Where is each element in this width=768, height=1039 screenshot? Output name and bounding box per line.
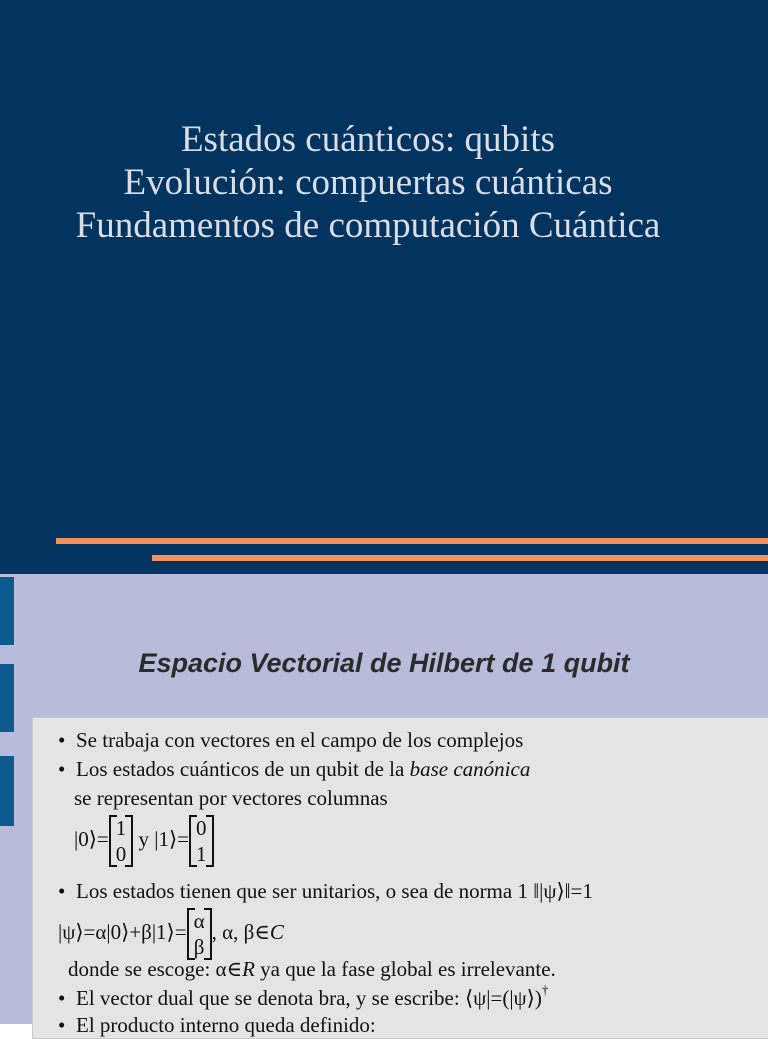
dagger-symbol: † [541, 982, 549, 997]
title-line-2: Evolución: compuertas cuánticas [123, 162, 613, 203]
vector-entry: α [193, 909, 205, 933]
bullet-icon: • [58, 728, 66, 752]
column-vector-one [189, 815, 214, 867]
bra-formula: ⟨ψ|=(|ψ⟩) [464, 986, 542, 1010]
bullet-icon: • [58, 879, 66, 903]
title-line-3: Fundamentos de computación Cuántica [75, 205, 661, 246]
slide-heading: Espacio Vectorial de Hilbert de 1 qubit [138, 648, 630, 678]
psi-expression: |ψ⟩=α|0⟩+β|1⟩= [58, 919, 187, 944]
decorative-line-upper [56, 538, 768, 544]
bullet-icon: • [58, 757, 66, 781]
decorative-line-lower [152, 555, 768, 561]
vector-entry: 0 [115, 842, 127, 866]
column-vector-zero [109, 815, 134, 867]
line-text: Se trabaja con vectores en el campo de los complejos [76, 728, 524, 752]
line-text: Los estados cuánticos de un qubit de la [76, 757, 405, 781]
side-bar-decoration [0, 577, 14, 645]
slide-title [0, 118, 736, 247]
content-box [32, 717, 768, 1039]
basis-vectors-formula [74, 815, 214, 867]
vector-entry: 1 [115, 816, 127, 840]
title-line-1: Estados cuánticos: qubits [180, 119, 556, 160]
bullet-line [58, 1013, 376, 1038]
line-text: donde se escoge: α∈ [68, 957, 243, 981]
vector-entry: 1 [196, 842, 207, 866]
norm-formula: ‖|ψ⟩‖=1 [533, 879, 593, 903]
line-text: El vector dual que se denota bra, y se escribe: [76, 986, 460, 1010]
bullet-line [58, 757, 530, 782]
bullet-icon: • [58, 986, 66, 1010]
line-text: El producto interno queda definido: [76, 1013, 376, 1037]
line-text: ya que la fase global es irrelevante. [260, 957, 556, 981]
line-text: Los estados tienen que ser unitarios, o sea de norma 1 [76, 879, 528, 903]
ket-one: y |1⟩= [138, 826, 189, 851]
column-vector-psi [187, 908, 212, 960]
vector-entry: 0 [196, 816, 207, 840]
bullet-line [58, 879, 593, 904]
bullet-icon: • [58, 1013, 66, 1037]
text-line [68, 957, 556, 982]
side-bar-decoration [0, 756, 14, 826]
text-line: se representan por vectores columnas [74, 786, 388, 810]
real-set: R [242, 957, 255, 981]
vector-entry: β [193, 935, 205, 959]
psi-tail: , α, β∈ [211, 919, 270, 944]
ket-zero: |0⟩= [74, 826, 109, 851]
bullet-line [58, 982, 549, 1011]
state-formula [58, 908, 284, 960]
content-slide [0, 574, 768, 1037]
bullet-line [58, 728, 523, 753]
italic-term: base canónica [409, 757, 531, 781]
complex-set: C [269, 919, 284, 944]
